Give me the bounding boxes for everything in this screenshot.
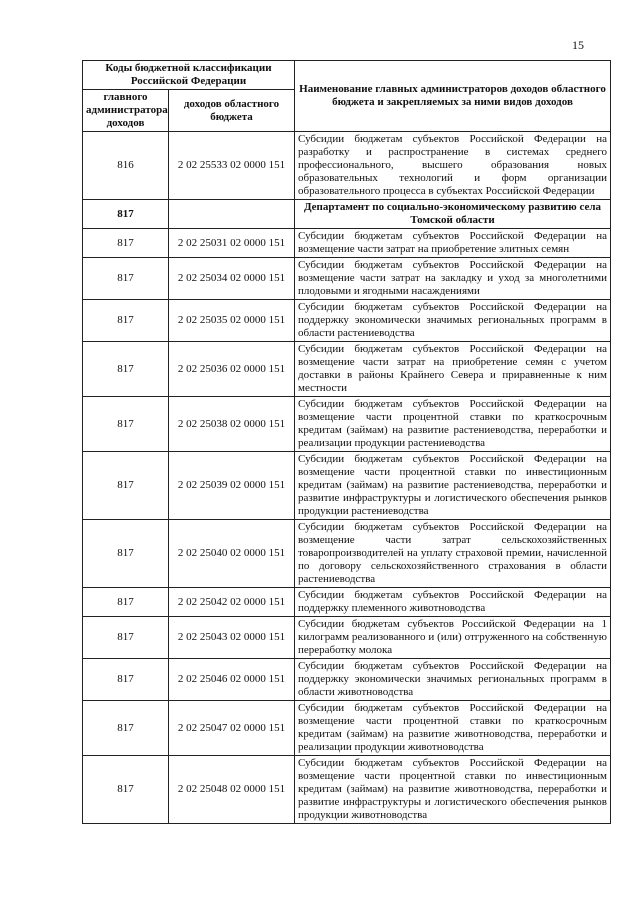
table-row — [83, 397, 611, 452]
revenue-code-cell: 2 02 25047 02 0000 151 — [169, 701, 295, 756]
revenue-name-cell: Субсидии бюджетам субъектов Российской Федерации на поддержку экономически значимых региональных программ в области животноводства — [295, 659, 611, 701]
admin-code-cell: 817 — [83, 452, 169, 520]
admin-code-cell: 817 — [83, 756, 169, 824]
revenue-name-cell: Субсидии бюджетам субъектов Российской Федерации на возмещение части процентной ставки по инвестиционным кредитам (займам) на развитие растениеводства, переработки и развитие инфраструктуры и логистического обеспечения рынков продукции растениеводства — [295, 452, 611, 520]
admin-code-cell: 817 — [83, 659, 169, 701]
revenue-name-cell: Субсидии бюджетам субъектов Российской Федерации на поддержку племенного животноводства — [295, 588, 611, 617]
revenue-code-cell: 2 02 25048 02 0000 151 — [169, 756, 295, 824]
revenue-code-cell: 2 02 25042 02 0000 151 — [169, 588, 295, 617]
table-row — [83, 588, 611, 617]
table-row — [83, 342, 611, 397]
revenue-name-cell: Субсидии бюджетам субъектов Российской Федерации на возмещение части затрат сельскохозяйственных товаропроизводителей на уплату страховой премии, начисленной по договору сельскохозяйственного страхования в области растениеводства — [295, 520, 611, 588]
revenue-code-cell: 2 02 25031 02 0000 151 — [169, 229, 295, 258]
admin-code-cell: 817 — [83, 520, 169, 588]
admin-code-cell: 817 — [83, 397, 169, 452]
revenue-name-cell: Субсидии бюджетам субъектов Российской Федерации на возмещение части процентной ставки по инвестиционным кредитам (займам) на развитие животноводства, переработки и развитие инфраструктуры и логистического обеспечения рынков продукции животноводства — [295, 756, 611, 824]
header-codes-group: Коды бюджетной классификации Российской Федерации — [83, 61, 295, 90]
header-admin-column: главного администратора доходов — [83, 90, 169, 132]
revenue-code-cell — [169, 200, 295, 229]
table-row — [83, 229, 611, 258]
table-row — [83, 617, 611, 659]
revenue-name-cell: Департамент по социально-экономическому развитию села Томской области — [295, 200, 611, 229]
admin-code-cell: 817 — [83, 200, 169, 229]
table-row — [83, 701, 611, 756]
table-row — [83, 452, 611, 520]
revenue-name-cell: Субсидии бюджетам субъектов Российской Федерации на возмещение части процентной ставки по краткосрочным кредитам (займам) на развитие растениеводства, переработки и реализации продукции растениеводства — [295, 397, 611, 452]
admin-code-cell: 817 — [83, 588, 169, 617]
admin-code-cell: 816 — [83, 132, 169, 200]
table-row — [83, 258, 611, 300]
revenue-name-cell: Субсидии бюджетам субъектов Российской Федерации на возмещение части затрат на приобретение элитных семян — [295, 229, 611, 258]
admin-code-cell: 817 — [83, 342, 169, 397]
admin-code-cell: 817 — [83, 229, 169, 258]
revenue-code-cell: 2 02 25043 02 0000 151 — [169, 617, 295, 659]
revenue-code-cell: 2 02 25036 02 0000 151 — [169, 342, 295, 397]
header-name-column: Наименование главных администраторов доходов областного бюджета и закрепляемых за ними видов доходов — [295, 61, 611, 132]
revenue-name-cell: Субсидии бюджетам субъектов Российской Федерации на разработку и распространение в системах среднего профессионального, высшего образования новых образовательных технологий и форм организации образовательного процесса в субъектах Российской Федерации — [295, 132, 611, 200]
revenue-code-cell: 2 02 25035 02 0000 151 — [169, 300, 295, 342]
admin-code-cell: 817 — [83, 300, 169, 342]
admin-code-cell: 817 — [83, 701, 169, 756]
department-row — [83, 200, 611, 229]
revenue-code-cell: 2 02 25038 02 0000 151 — [169, 397, 295, 452]
revenue-code-cell: 2 02 25046 02 0000 151 — [169, 659, 295, 701]
revenue-code-cell: 2 02 25039 02 0000 151 — [169, 452, 295, 520]
revenue-name-cell: Субсидии бюджетам субъектов Российской Федерации на возмещение части процентной ставки по краткосрочным кредитам (займам) на развитие животноводства, переработки и реализации продукции животноводства — [295, 701, 611, 756]
table-row — [83, 659, 611, 701]
admin-code-cell: 817 — [83, 617, 169, 659]
admin-code-cell: 817 — [83, 258, 169, 300]
revenue-name-cell: Субсидии бюджетам субъектов Российской Федерации на возмещение части затрат на приобретение семян с учетом доставки в районы Крайнего Севера и приравненные к ним местности — [295, 342, 611, 397]
header-code-column: доходов областного бюджета — [169, 90, 295, 132]
revenue-name-cell: Субсидии бюджетам субъектов Российской Федерации на поддержку экономически значимых региональных программ в области растениеводства — [295, 300, 611, 342]
revenue-code-cell: 2 02 25034 02 0000 151 — [169, 258, 295, 300]
revenue-name-cell: Субсидии бюджетам субъектов Российской Федерации на 1 килограмм реализованного и (или) отгруженного на собственную переработку молока — [295, 617, 611, 659]
table-row — [83, 520, 611, 588]
table-row — [83, 300, 611, 342]
revenue-code-cell: 2 02 25040 02 0000 151 — [169, 520, 295, 588]
table-row — [83, 756, 611, 824]
revenue-name-cell: Субсидии бюджетам субъектов Российской Федерации на возмещение части затрат на закладку и уход за многолетними плодовыми и ягодными насаждениями — [295, 258, 611, 300]
revenue-code-cell: 2 02 25533 02 0000 151 — [169, 132, 295, 200]
budget-classification-table — [82, 60, 611, 824]
table-header — [83, 61, 611, 132]
table-row — [83, 132, 611, 200]
table-body — [83, 132, 611, 824]
page-number: 15 — [572, 38, 584, 52]
